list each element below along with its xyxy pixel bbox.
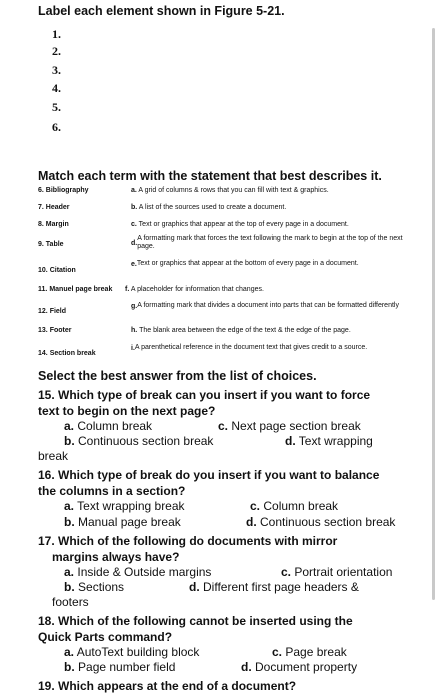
question-19-line-1: 19. Which appears at the end of a document? (38, 679, 297, 693)
definition-h: h. The blank area between the edge of the text & the edge of the page. (131, 327, 351, 334)
q15-choice-b: b. Continuous section break (64, 434, 214, 448)
q15-choice-c: c. Next page section break (218, 419, 361, 433)
q15-choice-a: a. Column break (64, 419, 153, 433)
question-18-line-1: 18. Which of the following cannot be inserted using the (38, 614, 353, 628)
definition-e: e.Text or graphics that appear at the bottom of every page in a document. (131, 260, 359, 268)
q18-choice-c: c. Page break (272, 645, 347, 659)
question-16-line-2: the columns in a section? (38, 484, 186, 498)
q16-choice-c: c. Column break (250, 499, 339, 513)
label-number-6: 6. (52, 120, 61, 134)
matching-title: Match each term with the statement that best describes it. (38, 169, 382, 183)
label-elements-title: Label each element shown in Figure 5-21. (38, 4, 285, 18)
q17-choice-b: b. Sections (64, 580, 125, 594)
label-number-5: 5. (52, 100, 61, 114)
label-number-3: 3. (52, 63, 61, 77)
q16-choice-d: d. Continuous section break (246, 515, 396, 529)
q17-choice-d-continued: footers (52, 595, 89, 609)
q17-choice-a: a. Inside & Outside margins (64, 565, 212, 579)
question-16-line-1: 16. Which type of break do you insert if you want to balance (38, 468, 380, 482)
term-row-10: 10. Citation (38, 267, 76, 274)
term-row-12: 12. Field (38, 308, 67, 315)
q16-choice-a: a. Text wrapping break (64, 499, 185, 513)
definition-i: i.A parenthetical reference in the document text that gives credit to a source. (131, 344, 368, 352)
term-row-6: 6. Bibliography (38, 187, 89, 194)
definition-a: a. A grid of columns & rows that you can fill with text & graphics. (131, 187, 329, 194)
q15-choice-d: d. Text wrapping (285, 434, 373, 448)
question-18-line-2: Quick Parts command? (38, 630, 173, 644)
q18-choice-b: b. Page number field (64, 660, 176, 674)
definition-b: b. A list of the sources used to create a document. (131, 204, 287, 211)
multiple-choice-title: Select the best answer from the list of choices. (38, 369, 317, 383)
q18-choice-a: a. AutoText building block (64, 645, 200, 659)
label-number-4: 4. (52, 81, 61, 95)
term-row-9: 9. Table (38, 241, 64, 248)
vertical-scrollbar[interactable] (432, 28, 435, 600)
question-15-line-2: text to begin on the next page? (38, 404, 216, 418)
question-17-line-2: margins always have? (52, 550, 180, 564)
q16-choice-b: b. Manual page break (64, 515, 181, 529)
definition-f: f. A placeholder for information that changes. (125, 286, 264, 293)
term-row-7: 7. Header (38, 204, 70, 211)
definition-g: g.A formatting mark that divides a document into parts that can be formatted differently (131, 302, 399, 310)
term-row-13: 13. Footer (38, 327, 72, 334)
q17-choice-d: d. Different first page headers & (189, 580, 359, 594)
q17-choice-c: c. Portrait orientation (281, 565, 393, 579)
q18-choice-d: d. Document property (241, 660, 358, 674)
term-row-11: 11. Manuel page break (38, 286, 113, 293)
question-17-line-1: 17. Which of the following do documents with mirror (38, 534, 338, 548)
label-number-1: 1. (52, 27, 61, 41)
question-15-line-1: 15. Which type of break can you insert if you want to force (38, 388, 371, 402)
term-row-8: 8. Margin (38, 221, 69, 228)
definition-d: d.A formatting mark that forces the text following the mark to begin at the top of the next page. (131, 235, 403, 250)
label-number-2: 2. (52, 44, 61, 58)
term-row-14: 14. Section break (38, 350, 96, 357)
q15-choice-d-continued: break (38, 449, 69, 463)
definition-c: c. Text or graphics that appear at the top of every page in a document. (131, 221, 349, 228)
